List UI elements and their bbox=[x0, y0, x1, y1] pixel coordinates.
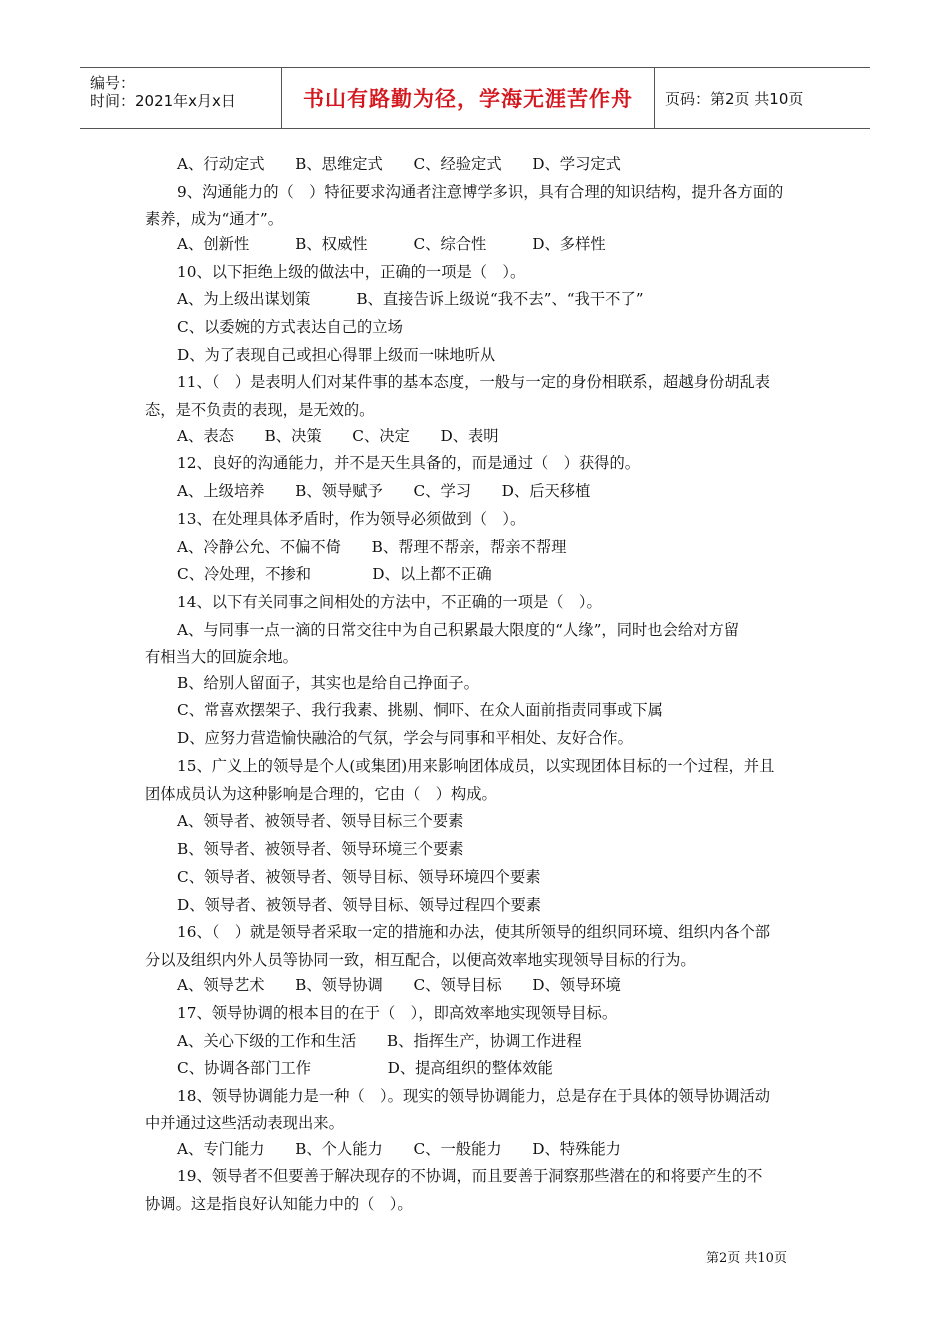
question-line: 有相当大的回旋余地。 bbox=[145, 648, 298, 666]
question-line: 分以及组织内外人员等协同一致，相互配合，以便高效率地实现领导目标的行为。 bbox=[145, 951, 696, 969]
header-meta-cell bbox=[80, 68, 282, 128]
question-line: A、上级培养 B、领导赋予 C、学习 D、后天移植 bbox=[177, 482, 591, 500]
question-line: 9、沟通能力的（ ）特征要求沟通者注意博学多识，具有合理的知识结构，提升各方面的 bbox=[177, 183, 784, 201]
page-header bbox=[80, 67, 870, 129]
question-line: A、冷静公允、不偏不倚 B、帮理不帮亲，帮亲不帮理 bbox=[177, 538, 567, 556]
question-line: 协调。这是指良好认知能力中的（ ）。 bbox=[145, 1195, 413, 1213]
motto-text: 书山有路勤为径，学海无涯苦作舟 bbox=[303, 87, 633, 111]
question-line: 16、（ ）就是领导者采取一定的措施和办法，使其所领导的组织同环境、组织内各个部 bbox=[177, 923, 771, 941]
question-line: A、与同事一点一滴的日常交往中为自己积累最大限度的“人缘”，同时也会给对方留 bbox=[177, 621, 740, 639]
question-line: 17、领导协调的根本目的在于（ ），即高效率地实现领导目标。 bbox=[177, 1004, 618, 1022]
question-line: A、为上级出谋划策 B、直接告诉上级说“我不去”、“我干不了” bbox=[177, 290, 644, 308]
header-motto-cell bbox=[282, 68, 655, 128]
question-line: 团体成员认为这种影响是合理的，它由（ ）构成。 bbox=[145, 785, 497, 803]
question-line: C、常喜欢摆架子、我行我素、挑剔、恫吓、在众人面前指责同事或下属 bbox=[177, 701, 663, 719]
question-line: A、关心下级的工作和生活 B、指挥生产，协调工作进程 bbox=[177, 1032, 582, 1050]
question-line: 素养，成为“通才”。 bbox=[145, 210, 284, 228]
question-line: B、领导者、被领导者、领导环境三个要素 bbox=[177, 840, 464, 858]
question-line: C、协调各部门工作 D、提高组织的整体效能 bbox=[177, 1059, 553, 1077]
question-line: 12、良好的沟通能力，并不是天生具备的，而是通过（ ）获得的。 bbox=[177, 454, 641, 472]
question-line: 19、领导者不但要善于解决现存的不协调，而且要善于洞察那些潜在的和将要产生的不 bbox=[177, 1167, 763, 1185]
question-line: B、给别人留面子，其实也是给自己挣面子。 bbox=[177, 674, 479, 692]
question-line: C、冷处理，不掺和 D、以上都不正确 bbox=[177, 565, 492, 583]
page-footer: 第2页 共10页 bbox=[706, 1251, 787, 1266]
question-line: A、表态 B、决策 C、决定 D、表明 bbox=[177, 427, 499, 445]
question-line: C、领导者、被领导者、领导目标、领导环境四个要素 bbox=[177, 868, 541, 886]
header-page-label: 页码：第2页 共10页 bbox=[665, 89, 804, 108]
question-line: D、为了表现自己或担心得罪上级而一味地听从 bbox=[177, 346, 496, 364]
question-line: A、行动定式 B、思维定式 C、经验定式 D、学习定式 bbox=[177, 155, 621, 173]
question-line: 13、在处理具体矛盾时，作为领导必须做到（ ）。 bbox=[177, 510, 526, 528]
question-line: A、领导者、被领导者、领导目标三个要素 bbox=[177, 812, 464, 830]
question-line: A、专门能力 B、个人能力 C、一般能力 D、特殊能力 bbox=[177, 1140, 621, 1158]
question-line: D、应努力营造愉快融洽的气氛，学会与同事和平相处、友好合作。 bbox=[177, 729, 633, 747]
serial-label: 编号： bbox=[90, 74, 136, 92]
question-line: 态，是不负责的表现，是无效的。 bbox=[145, 401, 375, 419]
time-label: 时间：2021年x月x日 bbox=[90, 92, 236, 110]
question-line: 15、广义上的领导是个人(或集团)用来影响团体成员，以实现团体目标的一个过程，并且 bbox=[177, 757, 775, 775]
question-line: 10、以下拒绝上级的做法中，正确的一项是（ ）。 bbox=[177, 263, 526, 281]
question-line: A、创新性 B、权威性 C、综合性 D、多样性 bbox=[177, 235, 606, 253]
question-line: D、领导者、被领导者、领导目标、领导过程四个要素 bbox=[177, 896, 542, 914]
question-line: 11、（ ）是表明人们对某件事的基本态度，一般与一定的身份相联系，超越身份胡乱表 bbox=[177, 373, 771, 391]
question-line: 14、以下有关同事之间相处的方法中，不正确的一项是（ ）。 bbox=[177, 593, 602, 611]
question-line: C、以委婉的方式表达自己的立场 bbox=[177, 318, 403, 336]
header-page-cell bbox=[655, 68, 870, 128]
question-line: A、领导艺术 B、领导协调 C、领导目标 D、领导环境 bbox=[177, 976, 621, 994]
question-line: 18、领导协调能力是一种（ ）。现实的领导协调能力，总是存在于具体的领导协调活动 bbox=[177, 1087, 771, 1105]
question-line: 中并通过这些活动表现出来。 bbox=[145, 1114, 344, 1132]
